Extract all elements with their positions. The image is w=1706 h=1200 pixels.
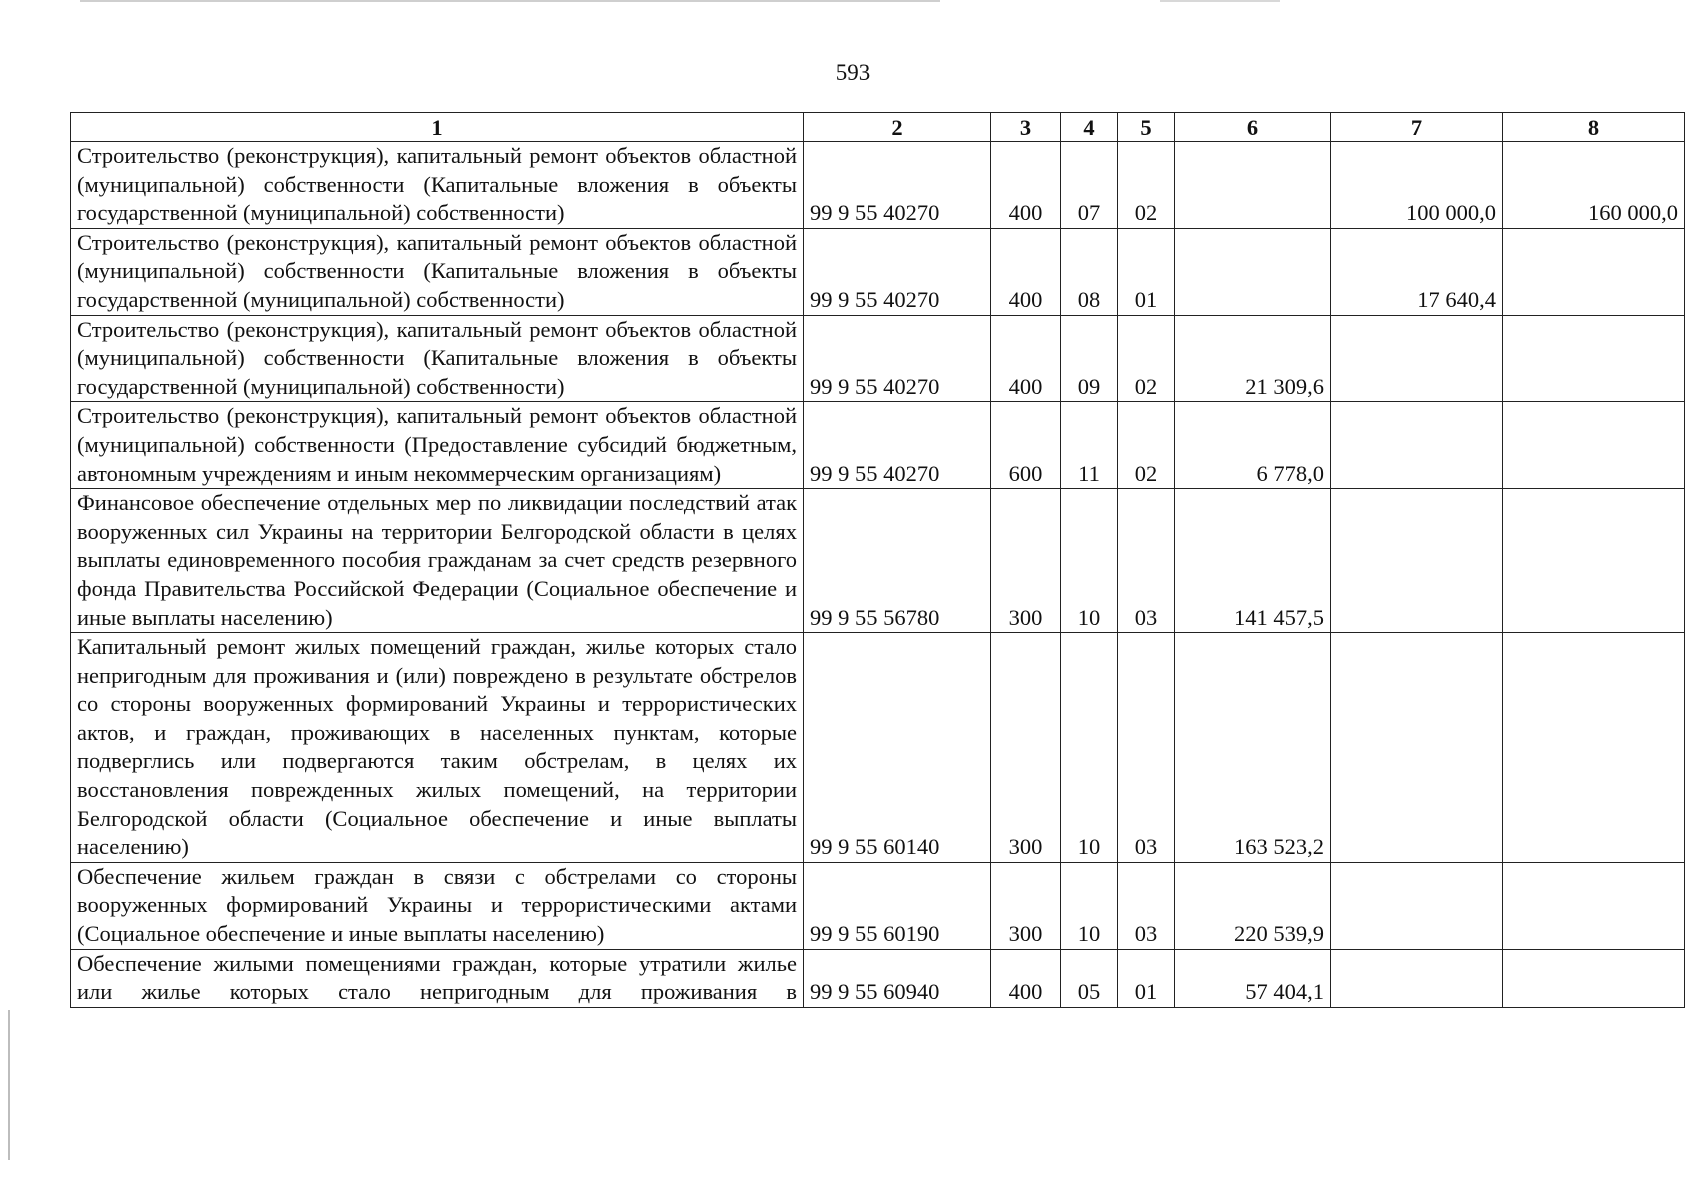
row-amount-8 — [1503, 315, 1685, 402]
column-header: 2 — [804, 113, 991, 142]
row-amount-7 — [1331, 633, 1503, 863]
table-row — [71, 949, 1685, 1007]
row-amount-6 — [1175, 142, 1331, 229]
row-expense-type: 400 — [991, 315, 1061, 402]
row-name: Строительство (реконструкция), капитальный ремонт объектов областной (муниципальной) собственности (Капитальные вложения в объекты государственной (муниципальной) собственности) — [71, 315, 804, 402]
row-target-code: 99 9 55 40270 — [804, 228, 991, 315]
row-name: Финансовое обеспечение отдельных мер по ликвидации последствий атак вооруженных сил Украины на территории Белгородской области в целях выплаты единовременного пособия гражданам за счет средств резервного фонда Правительства Российской Федерации (Социальное обеспечение и иные выплаты населению) — [71, 489, 804, 633]
row-amount-6 — [1175, 228, 1331, 315]
row-amount-6: 163 523,2 — [1175, 633, 1331, 863]
row-section: 10 — [1061, 633, 1118, 863]
row-subsection: 02 — [1118, 142, 1175, 229]
row-amount-7 — [1331, 402, 1503, 489]
row-amount-6: 57 404,1 — [1175, 949, 1331, 1007]
scan-edge-line — [80, 0, 940, 2]
budget-table — [70, 112, 1685, 1008]
row-amount-8 — [1503, 489, 1685, 633]
row-target-code: 99 9 55 56780 — [804, 489, 991, 633]
row-target-code: 99 9 55 60190 — [804, 862, 991, 949]
row-section: 05 — [1061, 949, 1118, 1007]
row-amount-7: 17 640,4 — [1331, 228, 1503, 315]
row-amount-6: 6 778,0 — [1175, 402, 1331, 489]
row-amount-8 — [1503, 633, 1685, 863]
row-amount-7: 100 000,0 — [1331, 142, 1503, 229]
row-expense-type: 400 — [991, 142, 1061, 229]
row-name: Строительство (реконструкция), капитальный ремонт объектов областной (муниципальной) собственности (Капитальные вложения в объекты государственной (муниципальной) собственности) — [71, 142, 804, 229]
row-amount-6: 141 457,5 — [1175, 489, 1331, 633]
row-amount-7 — [1331, 489, 1503, 633]
row-section: 10 — [1061, 862, 1118, 949]
table-row — [71, 862, 1685, 949]
row-target-code: 99 9 55 40270 — [804, 402, 991, 489]
column-header: 5 — [1118, 113, 1175, 142]
row-section: 09 — [1061, 315, 1118, 402]
row-target-code: 99 9 55 40270 — [804, 142, 991, 229]
column-header: 4 — [1061, 113, 1118, 142]
row-amount-6: 21 309,6 — [1175, 315, 1331, 402]
row-expense-type: 300 — [991, 862, 1061, 949]
table-row — [71, 633, 1685, 863]
row-amount-7 — [1331, 862, 1503, 949]
row-expense-type: 300 — [991, 489, 1061, 633]
column-header: 1 — [71, 113, 804, 142]
scan-edge-line — [8, 1010, 10, 1160]
table-row — [71, 489, 1685, 633]
row-expense-type: 600 — [991, 402, 1061, 489]
table-header-row — [71, 113, 1685, 142]
row-amount-7 — [1331, 315, 1503, 402]
row-target-code: 99 9 55 60940 — [804, 949, 991, 1007]
row-name: Обеспечение жильем граждан в связи с обстрелами со стороны вооруженных формирований Украины и террористическими актами (Социальное обеспечение и иные выплаты населению) — [71, 862, 804, 949]
row-section: 10 — [1061, 489, 1118, 633]
row-target-code: 99 9 55 40270 — [804, 315, 991, 402]
row-subsection: 01 — [1118, 228, 1175, 315]
row-expense-type: 300 — [991, 633, 1061, 863]
row-target-code: 99 9 55 60140 — [804, 633, 991, 863]
row-name: Капитальный ремонт жилых помещений граждан, жилье которых стало непригодным для проживания и (или) повреждено в результате обстрелов со стороны вооруженных формирований Украины и террористических актов, и граждан, проживающих в населенных пунктам, которые подверглись или подвергаются таким обстрелам, в целях их восстановления поврежденных жилых помещений, на территории Белгородской области (Социальное обеспечение и иные выплаты населению) — [71, 633, 804, 863]
row-subsection: 03 — [1118, 862, 1175, 949]
row-name: Обеспечение жилыми помещениями граждан, которые утратили жилье или жилье которых стало непригодным для проживания в — [71, 949, 804, 1007]
scan-edge-line — [1160, 0, 1280, 2]
row-amount-8 — [1503, 862, 1685, 949]
table-row — [71, 142, 1685, 229]
row-subsection: 01 — [1118, 949, 1175, 1007]
row-section: 11 — [1061, 402, 1118, 489]
row-amount-8 — [1503, 228, 1685, 315]
column-header: 6 — [1175, 113, 1331, 142]
column-header: 7 — [1331, 113, 1503, 142]
page-number: 593 — [835, 60, 871, 85]
row-subsection: 03 — [1118, 633, 1175, 863]
row-section: 08 — [1061, 228, 1118, 315]
row-subsection: 03 — [1118, 489, 1175, 633]
row-amount-6: 220 539,9 — [1175, 862, 1331, 949]
row-amount-8: 160 000,0 — [1503, 142, 1685, 229]
row-subsection: 02 — [1118, 402, 1175, 489]
column-header: 8 — [1503, 113, 1685, 142]
row-amount-7 — [1331, 949, 1503, 1007]
row-amount-8 — [1503, 949, 1685, 1007]
row-amount-8 — [1503, 402, 1685, 489]
table-row — [71, 402, 1685, 489]
row-section: 07 — [1061, 142, 1118, 229]
row-name: Строительство (реконструкция), капитальный ремонт объектов областной (муниципальной) собственности (Капитальные вложения в объекты государственной (муниципальной) собственности) — [71, 228, 804, 315]
row-expense-type: 400 — [991, 228, 1061, 315]
row-subsection: 02 — [1118, 315, 1175, 402]
row-name: Строительство (реконструкция), капитальный ремонт объектов областной (муниципальной) собственности (Предоставление субсидий бюджетным, автономным учреждениям и иным некоммерческим организациям) — [71, 402, 804, 489]
table-row — [71, 228, 1685, 315]
row-expense-type: 400 — [991, 949, 1061, 1007]
column-header: 3 — [991, 113, 1061, 142]
table-row — [71, 315, 1685, 402]
